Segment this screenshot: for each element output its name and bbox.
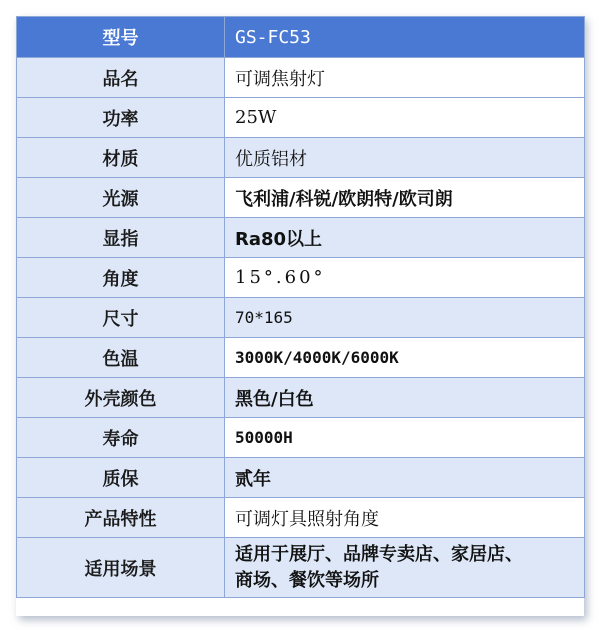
table-row-cri — [17, 218, 585, 258]
applications-line-2: 商场、餐饮等场所 — [235, 569, 379, 591]
table-row-housing-color — [17, 378, 585, 418]
row-label-lifespan: 寿命 — [17, 418, 225, 458]
row-value-power: 25W — [225, 98, 585, 138]
row-value-features: 可调灯具照射角度 — [225, 498, 585, 538]
spec-table — [16, 16, 585, 598]
row-label-light-source: 光源 — [17, 178, 225, 218]
row-label-material: 材质 — [17, 138, 225, 178]
row-label-housing-color: 外壳颜色 — [17, 378, 225, 418]
row-value-warranty: 贰年 — [225, 458, 585, 498]
table-row-size — [17, 298, 585, 338]
table-row-model — [17, 17, 585, 58]
row-label-cri: 显指 — [17, 218, 225, 258]
row-label-applications: 适用场景 — [17, 538, 225, 598]
table-row-light-source — [17, 178, 585, 218]
row-value-light-source: 飞利浦/科锐/欧朗特/欧司朗 — [225, 178, 585, 218]
row-value-color-temp: 3000K/4000K/6000K — [225, 338, 585, 378]
row-value-lifespan: 50000H — [225, 418, 585, 458]
table-row-angle — [17, 258, 585, 298]
table-row-material — [17, 138, 585, 178]
row-value-angle: 15°.60° — [225, 258, 585, 298]
row-value-material: 优质铝材 — [225, 138, 585, 178]
row-label-angle: 角度 — [17, 258, 225, 298]
row-value-model: GS-FC53 — [225, 17, 585, 58]
row-value-size: 70*165 — [225, 298, 585, 338]
row-label-color-temp: 色温 — [17, 338, 225, 378]
row-value-housing-color: 黑色/白色 — [225, 378, 585, 418]
row-value-cri: Ra80以上 — [225, 218, 585, 258]
row-label-features: 产品特性 — [17, 498, 225, 538]
table-row-product-name — [17, 58, 585, 98]
row-value-applications — [225, 538, 585, 598]
row-label-size: 尺寸 — [17, 298, 225, 338]
table-row-warranty — [17, 458, 585, 498]
table-row-applications — [17, 538, 585, 598]
table-row-color-temp — [17, 338, 585, 378]
table-row-power — [17, 98, 585, 138]
spec-table-container — [16, 16, 584, 616]
table-row-lifespan — [17, 418, 585, 458]
row-label-warranty: 质保 — [17, 458, 225, 498]
table-row-features — [17, 498, 585, 538]
row-value-product-name: 可调焦射灯 — [225, 58, 585, 98]
row-label-product-name: 品名 — [17, 58, 225, 98]
applications-line-1: 适用于展厅、品牌专卖店、家居店、 — [235, 543, 523, 565]
row-label-power: 功率 — [17, 98, 225, 138]
row-label-model: 型号 — [17, 17, 225, 58]
